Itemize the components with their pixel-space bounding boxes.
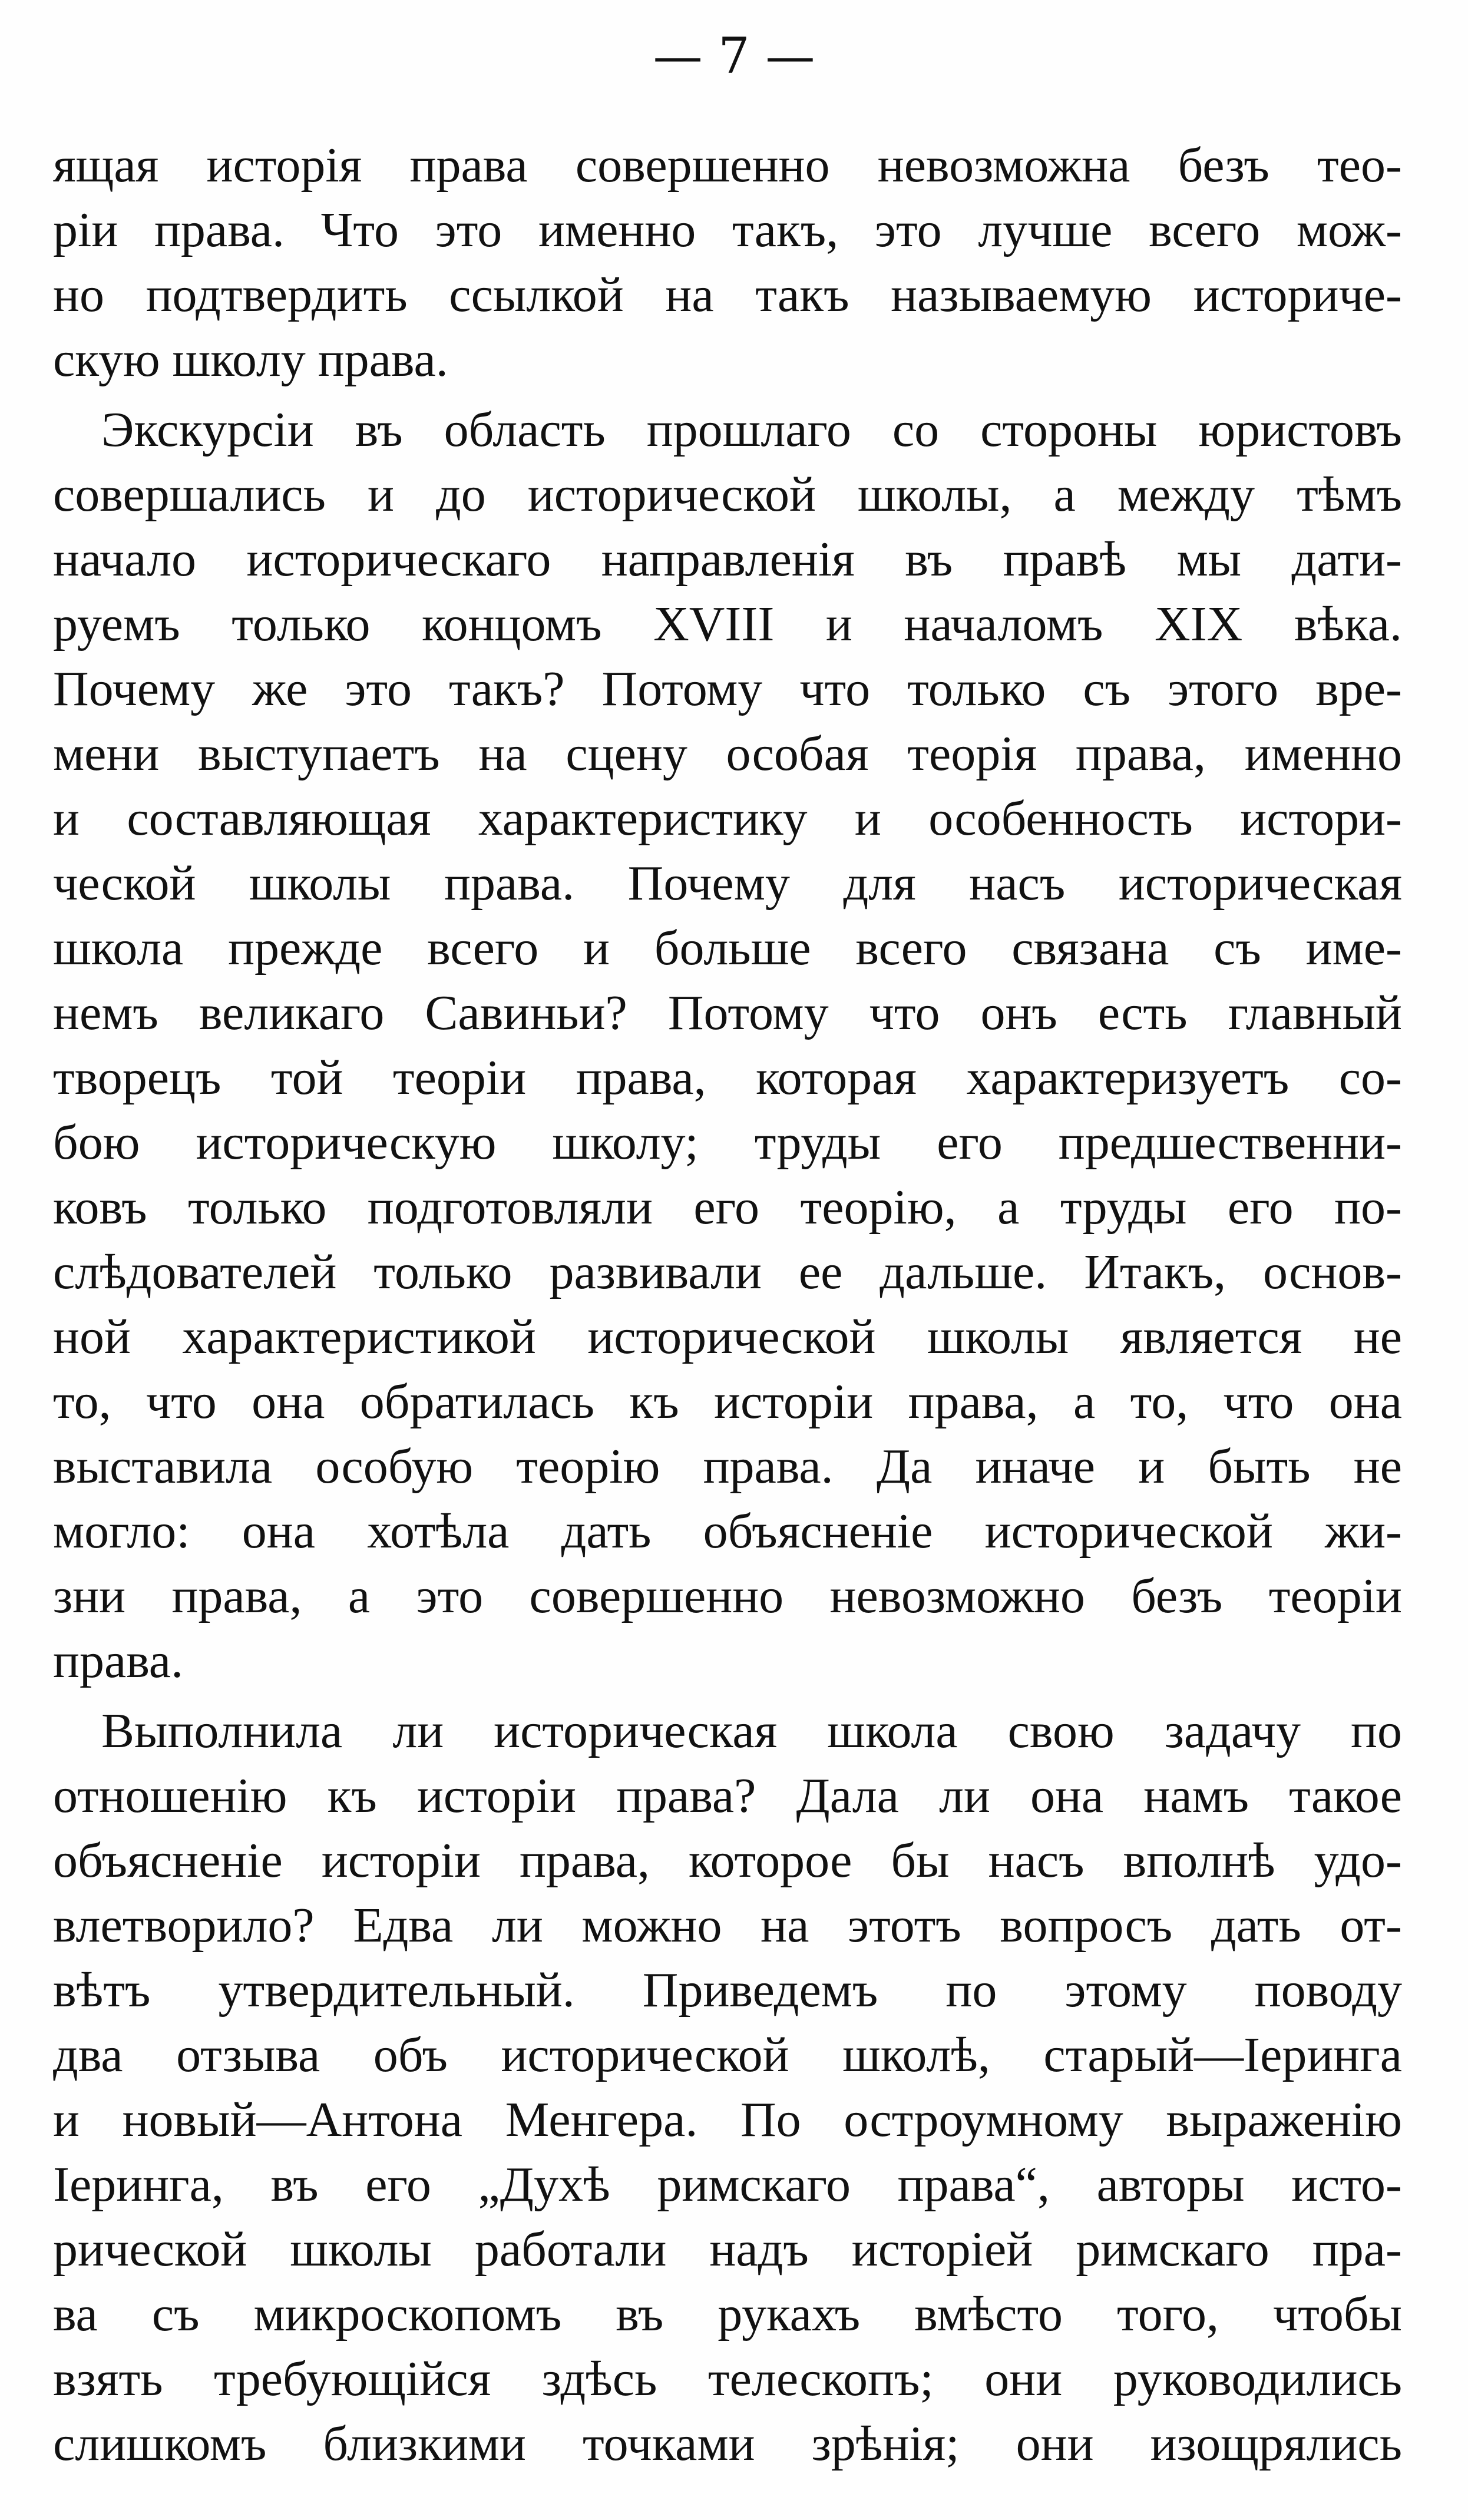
paragraph-1 [53,133,1402,392]
page-number: — 7 — [653,27,815,85]
text-line: Іеринга, въ его „Духѣ римскаго права“, авторы исто- [53,2157,1402,2212]
text-line: слѣдователей только развивали ее дальше. Итакъ, основ- [53,1245,1402,1299]
text-line: слишкомъ близкими точками зрѣнія; они изощрялись [53,2416,1402,2471]
text-line: права. [53,1633,184,1688]
text-line: мени выступаетъ на сцену особая теорія права, именно [53,726,1402,781]
text-line: ной характеристикой исторической школы является не [53,1309,1402,1364]
text-line: то, что она обратилась къ исторіи права, а то, что она [53,1374,1402,1429]
text-line: Экскурсіи въ область прошлаго со стороны юристовъ [101,402,1402,457]
text-line: немъ великаго Савиньи? Потому что онъ есть главный [53,985,1402,1040]
text-line: школа прежде всего и больше всего связана съ име- [53,921,1402,975]
text-line: но подтвердить ссылкой на такъ называемую историче- [53,267,1402,322]
text-line: скую школу права. [53,332,448,387]
text-line: ческой школы права. Почему для насъ историческая [53,856,1402,911]
text-line: и новый—Антона Менгера. По остроумному выраженію [53,2092,1402,2147]
text-line: влетворило? Едва ли можно на этотъ вопросъ дать от- [53,1898,1402,1953]
paragraph-3 [53,1699,1402,2476]
text-line: ящая исторія права совершенно невозможна безъ тео- [53,138,1402,193]
text-line: и составляющая характеристику и особенность истори- [53,791,1402,846]
text-line: вѣтъ утвердительный. Приведемъ по этому поводу [53,1963,1402,2018]
text-line: два отзыва объ исторической школѣ, старый—Іеринга [53,2028,1402,2082]
paragraph-gap [53,392,1402,398]
text-line: Выполнила ли историческая школа свою задачу по [101,1704,1402,1758]
text-line: бою историческую школу; труды его предшественни- [53,1115,1402,1170]
text-line: начало историческаго направленія въ правѣ мы дати- [53,532,1402,587]
text-line: взять требующійся здѣсь телескопъ; они руководились [53,2352,1402,2406]
text-line: ковъ только подготовляли его теорію, а труды его по- [53,1180,1402,1235]
body-text [53,133,1402,2476]
text-line: ріи права. Что это именно такъ, это лучше всего мож- [53,203,1402,257]
text-line: руемъ только концомъ XVIII и началомъ XIX вѣка. [53,597,1402,652]
text-line: зни права, а это совершенно невозможно безъ теоріи [53,1569,1402,1623]
paragraph-2 [53,398,1402,1694]
text-line: отношенію къ исторіи права? Дала ли она намъ такое [53,1768,1402,1823]
text-line: рической школы работали надъ исторіей римскаго пра- [53,2222,1402,2277]
text-line: могло: она хотѣла дать объясненіе исторической жи- [53,1504,1402,1559]
text-line: объясненіе исторіи права, которое бы насъ вполнѣ удо- [53,1833,1402,1888]
text-line: творецъ той теоріи права, которая характеризуетъ со- [53,1050,1402,1105]
text-line: совершались и до исторической школы, а между тѣмъ [53,467,1402,522]
text-line: выставила особую теорію права. Да иначе и быть не [53,1439,1402,1494]
text-line: Почему же это такъ? Потому что только съ этого вре- [53,662,1402,716]
paragraph-gap [53,1694,1402,1699]
text-line: ва съ микроскопомъ въ рукахъ вмѣсто того, чтобы [53,2287,1402,2342]
